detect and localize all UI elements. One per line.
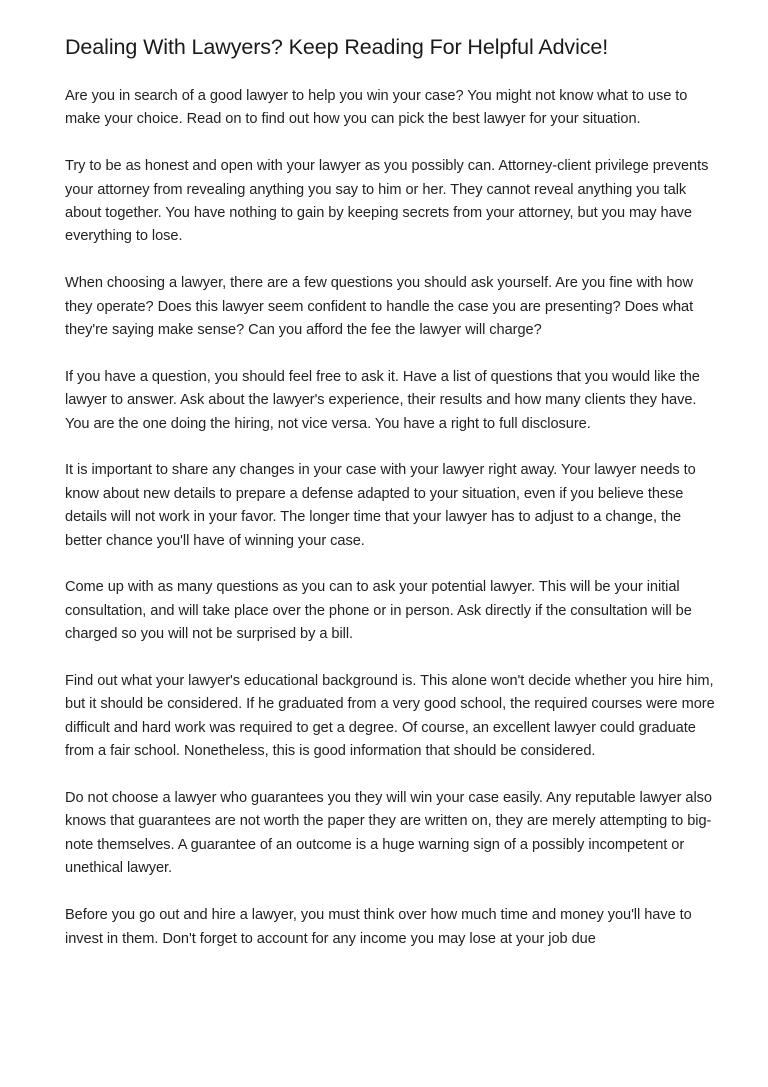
paragraph-education: Find out what your lawyer's educational background is. This alone won't decide whether you hire him, but it should be considered. If he graduated from a very good school, the required courses were more difficult and hard work was required to get a degree. Of course, an excellent lawyer could graduate from a fair school. Nonetheless, this is good information that should be considered. bbox=[65, 673, 715, 760]
paragraph-consultation: Come up with as many questions as you can to ask your potential lawyer. This will be your initial consultation, and will take place over the phone or in person. Ask directly if the consultation will be charged so you will not be surprised by a bill. bbox=[65, 579, 692, 643]
paragraph-guarantees: Do not choose a lawyer who guarantees you they will win your case easily. Any reputable lawyer also knows that guarantees are not worth the paper they are written on, they are merely attempting to big-note themselves. A guarantee of an outcome is a huge warning sign of a possibly incompetent or unethical lawyer. bbox=[65, 790, 712, 877]
paragraph-honesty: Try to be as honest and open with your lawyer as you possibly can. Attorney-client privilege prevents your attorney from revealing anything you say to him or her. They cannot reveal anything you talk about together. You have nothing to gain by keeping secrets from your attorney, but you may have everything to lose. bbox=[65, 158, 709, 245]
paragraph-ask-questions: If you have a question, you should feel free to ask it. Have a list of questions that you would like the lawyer to answer. Ask about the lawyer's experience, their results and how many clients they have. You are the one doing the hiring, not vice versa. You have a right to full disclosure. bbox=[65, 368, 700, 432]
document-body bbox=[65, 34, 715, 951]
page-title: Dealing With Lawyers? Keep Reading For Helpful Advice! bbox=[65, 35, 609, 59]
paragraph-questions-to-self: When choosing a lawyer, there are a few questions you should ask yourself. Are you fine with how they operate? Does this lawyer seem confident to handle the case you are presenting? Does what they're saying make sense? Can you afford the fee the lawyer will charge? bbox=[65, 275, 694, 339]
paragraph-cost: Before you go out and hire a lawyer, you must think over how much time and money you'll have to invest in them. Don't forget to account for any income you may lose at your job due bbox=[65, 907, 692, 947]
paragraph-intro: Are you in search of a good lawyer to help you win your case? You might not know what to use to make your choice. Read on to find out how you can pick the best lawyer for your situation. bbox=[65, 88, 688, 128]
paragraph-share-changes: It is important to share any changes in your case with your lawyer right away. Your lawyer needs to know about new details to prepare a defense adapted to your situation, even if you believe these details will not work in your favor. The longer time that your lawyer has to adjust to a change, the better chance you'll have of winning your case. bbox=[65, 462, 696, 549]
